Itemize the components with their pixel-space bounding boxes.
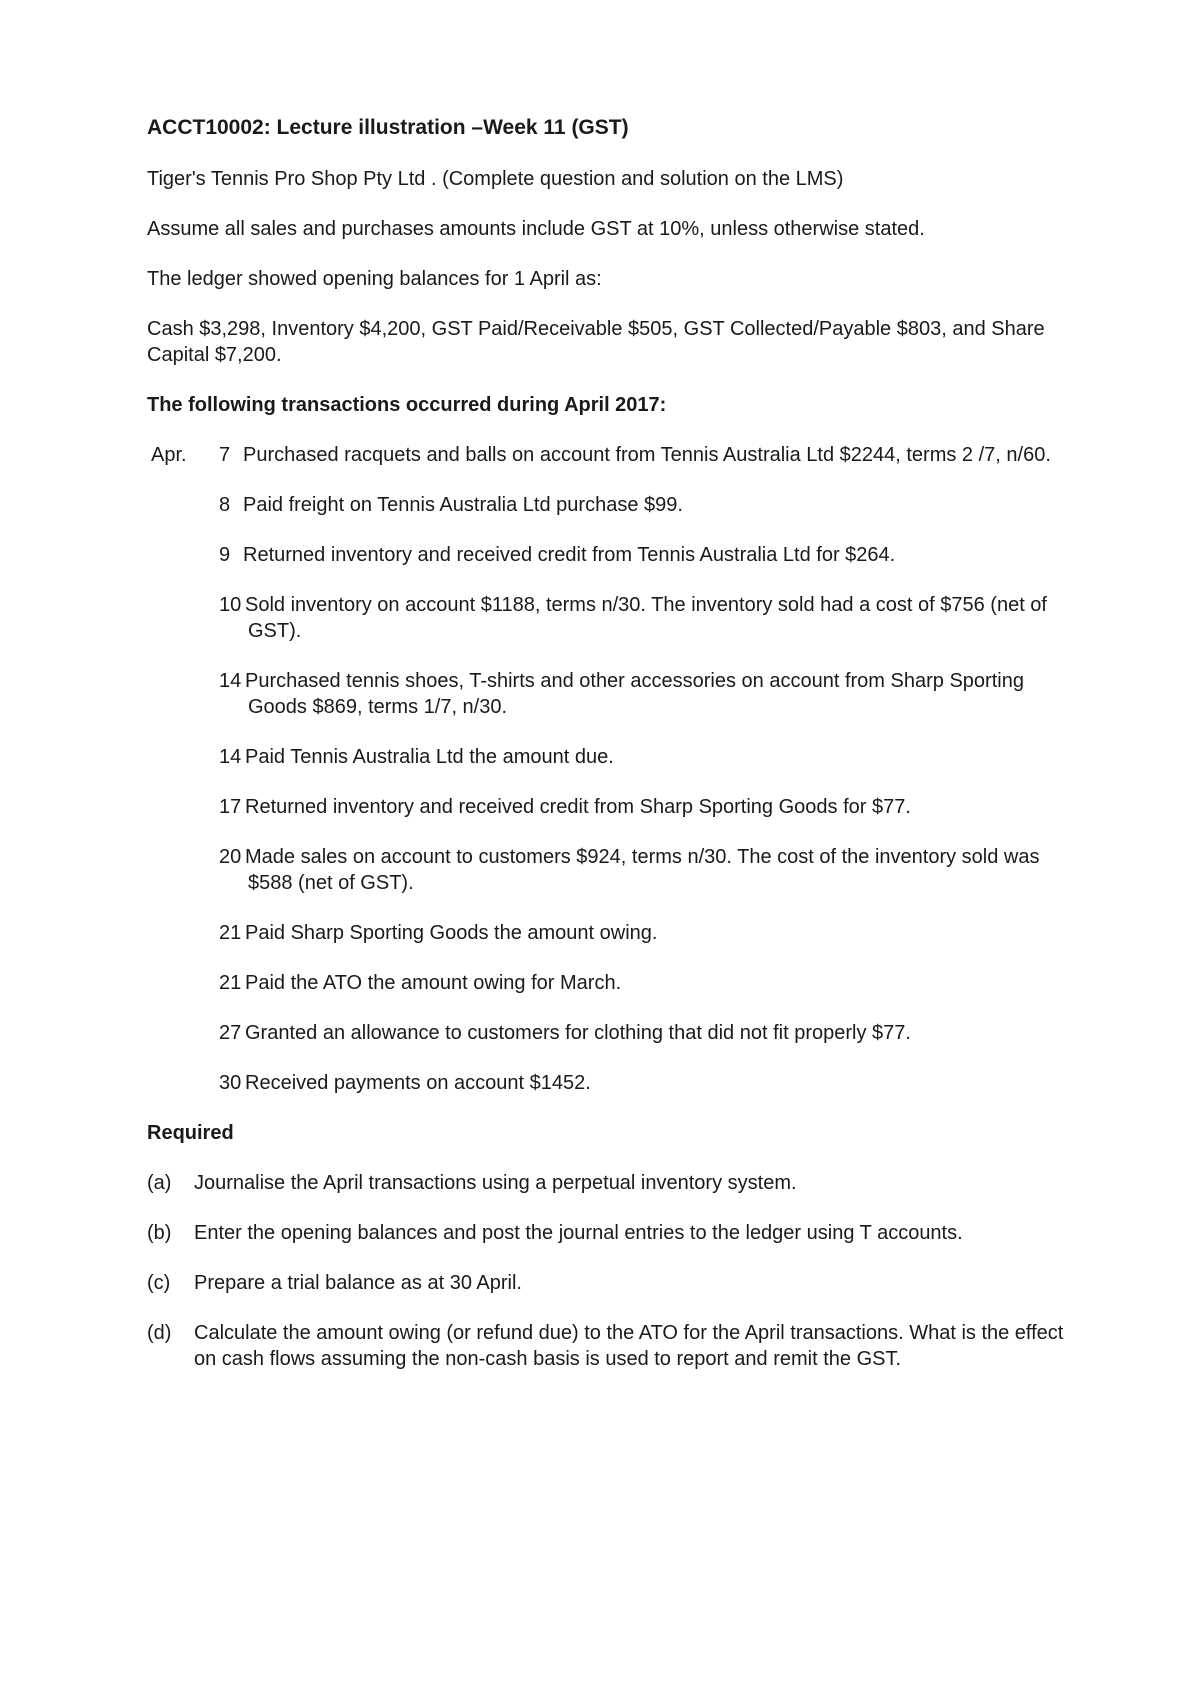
transaction-day: 14: [219, 670, 242, 692]
transactions-heading: The following transactions occurred during April 2017:: [147, 394, 667, 416]
required-heading: Required: [147, 1122, 234, 1144]
transaction-text: Sold inventory on account $1188, terms n/30. The inventory sold had a cost of $756 (net of GST).: [245, 594, 1047, 642]
required-item: [147, 1320, 1067, 1372]
transaction-text: Returned inventory and received credit from Tennis Australia Ltd for $264.: [243, 544, 896, 566]
gst-assumption: Assume all sales and purchases amounts include GST at 10%, unless otherwise stated.: [147, 218, 925, 240]
transaction-text: Paid freight on Tennis Australia Ltd purchase $99.: [243, 494, 683, 516]
required-item: [147, 1220, 1067, 1246]
transaction-day: 14: [219, 746, 242, 768]
required-list: [147, 1170, 1067, 1372]
transaction-text: Paid Sharp Sporting Goods the amount owing.: [245, 922, 658, 944]
opening-balances: Cash $3,298, Inventory $4,200, GST Paid/Receivable $505, GST Collected/Payable $803, and Share Capital $7,200.: [147, 318, 1045, 366]
transaction-text: Paid Tennis Australia Ltd the amount due.: [245, 746, 614, 768]
document-title: ACCT10002: Lecture illustration –Week 11 (GST): [147, 116, 629, 139]
required-marker: (d): [147, 1322, 172, 1344]
transaction-item: [219, 1070, 1067, 1096]
transaction-item: [219, 592, 1067, 644]
transaction-item: [219, 844, 1067, 896]
transactions-list: [147, 442, 1067, 1096]
transaction-day: 7: [219, 444, 231, 466]
transaction-item: [219, 1020, 1067, 1046]
ledger-intro: The ledger showed opening balances for 1 April as:: [147, 268, 602, 290]
transaction-day: 10: [219, 594, 242, 616]
transaction-text: Purchased racquets and balls on account from Tennis Australia Ltd $2244, terms 2 /7, n/60.: [243, 444, 1051, 466]
transaction-item: [219, 492, 1067, 518]
transaction-text: Received payments on account $1452.: [245, 1072, 591, 1094]
transaction-text: Made sales on account to customers $924, terms n/30. The cost of the inventory sold was $588 (net of GST).: [245, 846, 1040, 894]
required-text: Journalise the April transactions using a perpetual inventory system.: [194, 1172, 797, 1194]
transaction-text: Returned inventory and received credit from Sharp Sporting Goods for $77.: [245, 796, 911, 818]
required-marker: (c): [147, 1272, 171, 1294]
transaction-day: 20: [219, 846, 242, 868]
company-line: Tiger's Tennis Pro Shop Pty Ltd . (Complete question and solution on the LMS): [147, 168, 844, 190]
transaction-day: 27: [219, 1022, 242, 1044]
transaction-item: [219, 442, 1067, 468]
transaction-item: [219, 668, 1067, 720]
transaction-day: 17: [219, 796, 242, 818]
required-item: [147, 1170, 1067, 1196]
document-body: [147, 114, 1067, 1396]
transaction-item: [219, 920, 1067, 946]
transaction-day: 30: [219, 1072, 242, 1094]
transaction-item: [219, 794, 1067, 820]
transaction-text: Paid the ATO the amount owing for March.: [245, 972, 622, 994]
transaction-text: Granted an allowance to customers for clothing that did not fit properly $77.: [245, 1022, 911, 1044]
transaction-day: 8: [219, 494, 231, 516]
required-marker: (a): [147, 1172, 172, 1194]
transaction-day: 21: [219, 972, 242, 994]
required-marker: (b): [147, 1222, 172, 1244]
transactions-month: Apr.: [151, 444, 187, 466]
required-item: [147, 1270, 1067, 1296]
required-text: Calculate the amount owing (or refund due) to the ATO for the April transactions. What is the effect on cash flows assuming the non-cash basis is used to report and remit the GST.: [194, 1322, 1064, 1370]
required-text: Prepare a trial balance as at 30 April.: [194, 1272, 522, 1294]
transaction-day: 21: [219, 922, 242, 944]
transaction-text: Purchased tennis shoes, T-shirts and other accessories on account from Sharp Sporting Goods $869, terms 1/7, n/30.: [245, 670, 1024, 718]
transaction-item: [219, 744, 1067, 770]
transaction-day: 9: [219, 544, 231, 566]
required-text: Enter the opening balances and post the journal entries to the ledger using T accounts.: [194, 1222, 963, 1244]
transaction-item: [219, 542, 1067, 568]
transaction-item: [219, 970, 1067, 996]
